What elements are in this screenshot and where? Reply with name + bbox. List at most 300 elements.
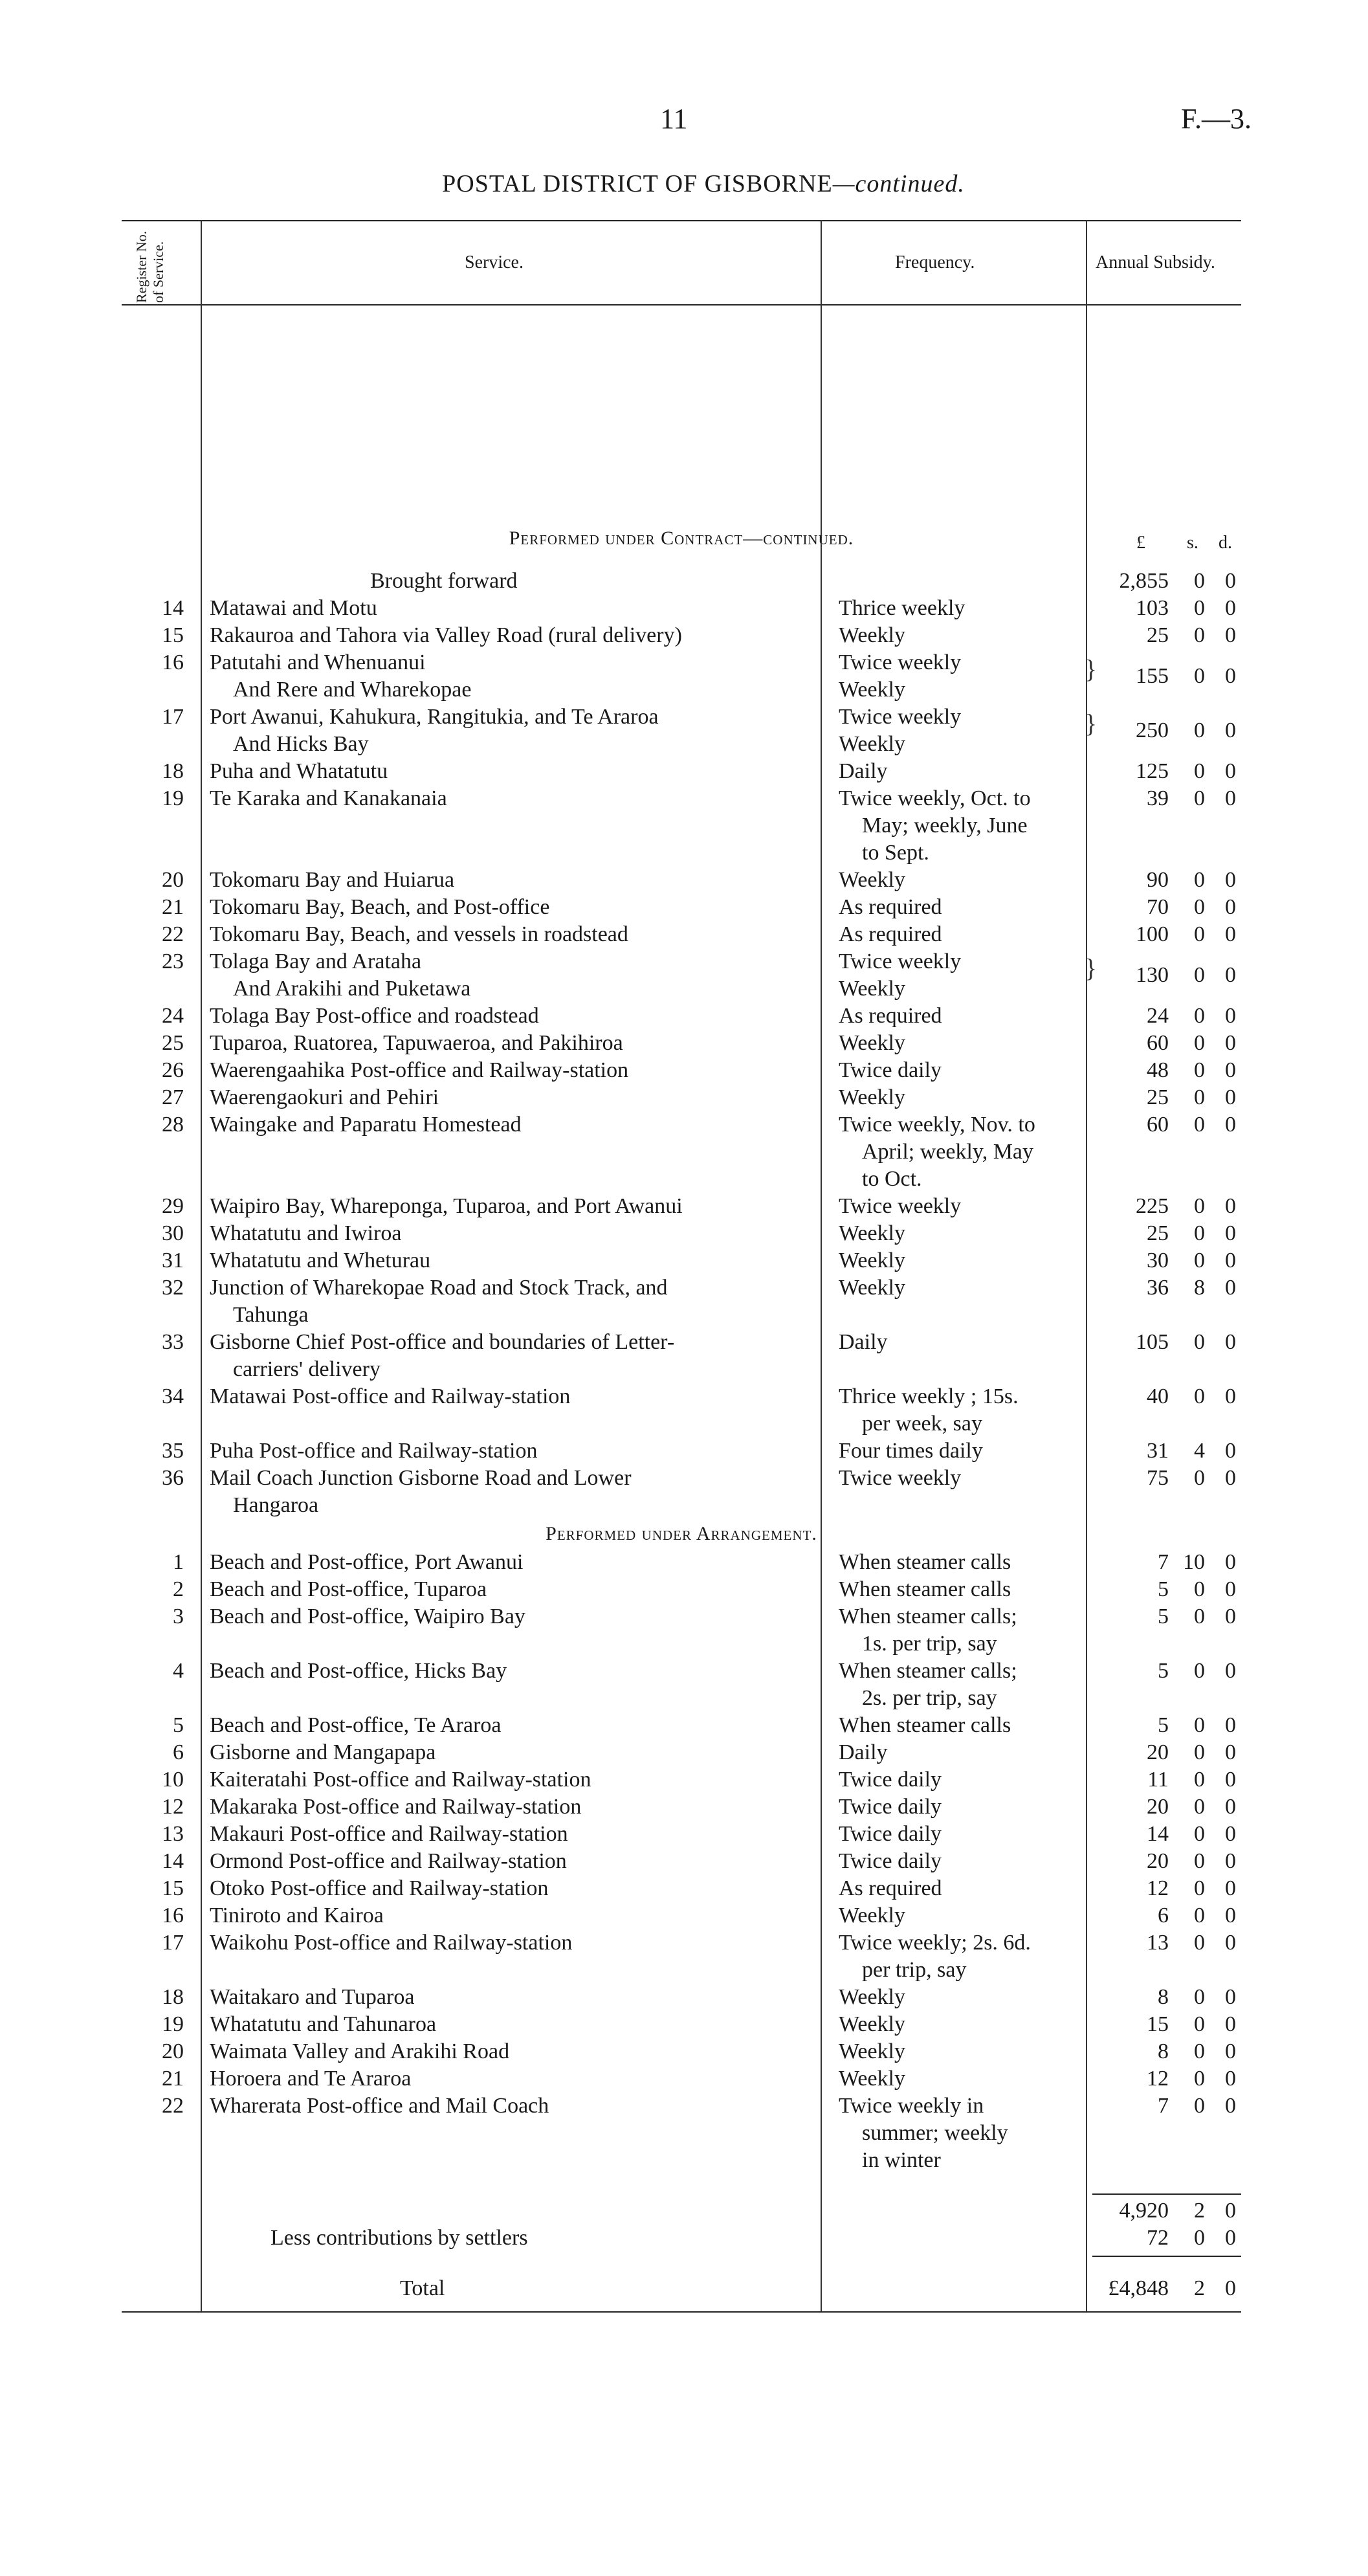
amount-pence: 0	[1225, 1085, 1236, 1109]
frequency	[839, 1875, 1085, 1902]
amount-pence: 0	[1225, 1713, 1236, 1737]
frequency-line: Weekly	[839, 1985, 905, 2009]
service-name	[210, 1984, 805, 2011]
amount-pence: 0	[1225, 895, 1236, 919]
service-line: Kaiteratahi Post-office and Railway-station	[210, 1768, 591, 1792]
column-rule	[1086, 220, 1087, 2311]
frequency-line: Daily	[839, 759, 888, 783]
amount-shillings: 0	[1194, 1740, 1205, 1764]
amount-pounds: 5	[1158, 1577, 1169, 1601]
service-line: Gisborne and Mangapapa	[210, 1740, 436, 1764]
amount-pounds: 5	[1158, 1659, 1169, 1683]
register-number: 29	[162, 1194, 184, 1218]
service-name	[210, 1739, 805, 1766]
frequency-line: to Sept.	[862, 841, 929, 865]
register-number: 34	[162, 1384, 184, 1408]
amount-pounds: 15	[1147, 2012, 1169, 2036]
register-number: 4	[173, 1659, 184, 1683]
amount-shillings: 4	[1194, 1439, 1205, 1463]
amount-shillings: 0	[1194, 1221, 1205, 1245]
frequency	[839, 1739, 1085, 1766]
service-line: Whatatutu and Tahunaroa	[210, 2012, 437, 2036]
amount-pounds: 103	[1136, 596, 1169, 620]
amount-shillings: 0	[1194, 1058, 1205, 1082]
amount-shillings: 0	[1194, 1985, 1205, 2009]
service-name	[210, 649, 805, 704]
service-line: Waerengaahika Post-office and Railway-station	[210, 1058, 629, 1082]
service-name	[210, 948, 805, 1003]
column-rule	[201, 220, 202, 2311]
service-name	[210, 2038, 805, 2065]
frequency	[839, 1848, 1085, 1875]
amount-pence: 0	[1225, 1604, 1236, 1628]
frequency	[839, 785, 1085, 867]
register-number: 22	[162, 2094, 184, 2118]
frequency-line: Twice daily	[839, 1058, 942, 1082]
frequency	[839, 1057, 1085, 1084]
frequency-line: May; weekly, June	[862, 814, 1028, 838]
frequency	[839, 1712, 1085, 1739]
amount-pounds: 70	[1147, 895, 1169, 919]
frequency	[839, 1030, 1085, 1057]
frequency	[839, 921, 1085, 948]
frequency-line: Weekly	[839, 868, 905, 892]
amount-pence: 0	[1225, 963, 1236, 987]
amount-shillings: 0	[1194, 1577, 1205, 1601]
frequency	[839, 1793, 1085, 1821]
amount-pence: 0	[1225, 718, 1236, 742]
frequency-line: As required	[839, 1004, 942, 1028]
service-name	[210, 1875, 805, 1902]
service-line: Matawai and Motu	[210, 596, 377, 620]
frequency-line: Twice daily	[839, 1822, 942, 1846]
frequency-line: Twice daily	[839, 1795, 942, 1819]
frequency	[839, 1549, 1085, 1576]
frequency-line: Twice weekly; 2s. 6d.	[839, 1931, 1031, 1955]
frequency-line: Weekly	[839, 678, 905, 702]
register-number: 33	[162, 1330, 184, 1354]
service-name	[210, 2011, 805, 2038]
service-name	[210, 867, 805, 894]
register-number: 17	[162, 705, 184, 729]
register-number: 24	[162, 1004, 184, 1028]
service-line: carriers' delivery	[233, 1357, 381, 1381]
subsidy-column-header: Annual Subsidy.	[1096, 252, 1215, 272]
frequency-line: Weekly	[839, 623, 905, 647]
amount-shillings: 0	[1194, 2067, 1205, 2091]
amount-shillings: 0	[1194, 922, 1205, 946]
amount-shillings: 0	[1194, 1795, 1205, 1819]
amount-pounds: 25	[1147, 1085, 1169, 1109]
register-number: 19	[162, 2012, 184, 2036]
register-number: 27	[162, 1085, 184, 1109]
amount-pence: 0	[1225, 1466, 1236, 1490]
service-line: And Rere and Wharekopae	[233, 678, 472, 702]
register-number: 12	[162, 1795, 184, 1819]
amount-shillings: 0	[1194, 759, 1205, 783]
frequency	[839, 2011, 1085, 2038]
frequency	[839, 1438, 1085, 1465]
service-line: Otoko Post-office and Railway-station	[210, 1876, 549, 1900]
amount-pounds: 7	[1158, 1550, 1169, 1574]
amount-pence: 0	[1225, 1659, 1236, 1683]
register-number: 32	[162, 1276, 184, 1300]
register-number: 36	[162, 1466, 184, 1490]
amount-pounds: 60	[1147, 1031, 1169, 1055]
amount-pounds: 130	[1136, 963, 1169, 987]
register-number: 18	[162, 759, 184, 783]
service-name	[210, 1848, 805, 1875]
service-line: Beach and Post-office, Tuparoa	[210, 1577, 487, 1601]
register-number: 21	[162, 2067, 184, 2091]
service-line: Tolaga Bay Post-office and roadstead	[210, 1004, 539, 1028]
frequency	[839, 1603, 1085, 1658]
service-line: Hangaroa	[233, 1493, 319, 1517]
frequency	[839, 1220, 1085, 1247]
amount-pounds: 48	[1147, 1058, 1169, 1082]
service-name	[210, 1576, 805, 1603]
service-line: Beach and Post-office, Port Awanui	[210, 1550, 524, 1574]
amount-pounds: 30	[1147, 1249, 1169, 1272]
service-line: Tahunga	[233, 1303, 309, 1327]
service-line: And Arakihi and Puketawa	[233, 977, 471, 1001]
amount-pence: 0	[1225, 1876, 1236, 1900]
frequency-line: Twice weekly, Oct. to	[839, 786, 1031, 810]
service-name	[210, 1902, 805, 1929]
amount-pounds: 125	[1136, 759, 1169, 783]
amount-shillings: 0	[1194, 1085, 1205, 1109]
service-line: Makaraka Post-office and Railway-station	[210, 1795, 582, 1819]
register-number: 2	[173, 1577, 184, 1601]
amount-shillings: 0	[1194, 623, 1205, 647]
amount-pounds: 36	[1147, 1276, 1169, 1300]
service-name	[210, 1030, 805, 1057]
frequency-line: Daily	[839, 1740, 888, 1764]
service-line: Te Karaka and Kanakanaia	[210, 786, 447, 810]
currency-pounds: £	[1136, 533, 1145, 553]
register-number: 26	[162, 1058, 184, 1082]
frequency	[839, 1111, 1085, 1193]
amount-shillings: 10	[1183, 1550, 1205, 1574]
amount-pounds: 24	[1147, 1004, 1169, 1028]
service-line: Waikohu Post-office and Railway-station	[210, 1931, 573, 1955]
frequency	[839, 1929, 1085, 1984]
amount-shillings: 0	[1194, 1876, 1205, 1900]
amount-pounds: 8	[1158, 1985, 1169, 2009]
frequency-line: When steamer calls;	[839, 1604, 1017, 1628]
service-name	[210, 1929, 805, 1957]
currency-pence: d.	[1219, 533, 1232, 553]
amount-pence: 0	[1225, 1904, 1236, 1927]
frequency	[839, 1576, 1085, 1603]
amount-pence: 0	[1225, 1004, 1236, 1028]
service-name	[210, 1465, 805, 1519]
amount-shillings: 0	[1194, 718, 1205, 742]
service-line: Whatatutu and Wheturau	[210, 1249, 431, 1272]
service-line: Gisborne Chief Post-office and boundaries of Letter-	[210, 1330, 675, 1354]
amount-pounds: 250	[1136, 718, 1169, 742]
frequency-line: Weekly	[839, 1276, 905, 1300]
register-number: 23	[162, 949, 184, 973]
amount-pence: 0	[1225, 2094, 1236, 2118]
frequency-line: Weekly	[839, 2012, 905, 2036]
amount-shillings: 0	[1194, 1330, 1205, 1354]
service-line: Tiniroto and Kairoa	[210, 1904, 384, 1927]
service-name	[210, 1766, 805, 1793]
amount-pounds: 75	[1147, 1466, 1169, 1490]
service-line: Port Awanui, Kahukura, Rangitukia, and Te Araroa	[210, 705, 659, 729]
register-number: 3	[173, 1604, 184, 1628]
service-name	[210, 1383, 805, 1410]
amount-pounds: 6	[1158, 1904, 1169, 1927]
service-line: Makauri Post-office and Railway-station	[210, 1822, 568, 1846]
amount-shillings: 0	[1194, 1904, 1205, 1927]
amount-pence: 0	[1225, 922, 1236, 946]
title-main: POSTAL DISTRICT OF GISBORNE	[442, 170, 833, 197]
register-number: 16	[162, 650, 184, 674]
amount-pence: 0	[1225, 1113, 1236, 1137]
register-number: 35	[162, 1439, 184, 1463]
amount-pounds: 12	[1147, 2067, 1169, 2091]
register-number: 16	[162, 1904, 184, 1927]
frequency-line: Twice weekly	[839, 1466, 962, 1490]
frequency-line: When steamer calls	[839, 1713, 1011, 1737]
service-name	[210, 2093, 805, 2120]
register-number: 17	[162, 1931, 184, 1955]
amount-pounds: 8	[1158, 2039, 1169, 2063]
service-line: Waitakaro and Tuparoa	[210, 1985, 415, 2009]
frequency	[839, 948, 1085, 1003]
title-suffix: —continued.	[832, 170, 965, 197]
frequency	[839, 867, 1085, 894]
register-number: 6	[173, 1740, 184, 1764]
register-number: 10	[162, 1768, 184, 1792]
frequency	[839, 758, 1085, 785]
amount-pounds: 105	[1136, 1330, 1169, 1354]
service-line: Wharerata Post-office and Mail Coach	[210, 2094, 549, 2118]
service-line: Beach and Post-office, Te Araroa	[210, 1713, 502, 1737]
frequency-line: Weekly	[839, 1085, 905, 1109]
amount-pounds: 11	[1147, 1768, 1169, 1792]
service-name	[210, 1793, 805, 1821]
service-line: Beach and Post-office, Hicks Bay	[210, 1659, 507, 1683]
service-name	[210, 1193, 805, 1220]
amount-shillings: 0	[1194, 1249, 1205, 1272]
amount-pounds: 7	[1158, 2094, 1169, 2118]
frequency-line: Weekly	[839, 2039, 905, 2063]
frequency	[839, 2093, 1085, 2174]
frequency	[839, 1193, 1085, 1220]
amount-shillings: 0	[1194, 1113, 1205, 1137]
amount-pounds: 155	[1136, 664, 1169, 688]
frequency	[839, 1821, 1085, 1848]
frequency	[839, 1766, 1085, 1793]
service-name	[210, 1603, 805, 1630]
amount-pounds: 39	[1147, 786, 1169, 810]
register-number: 20	[162, 868, 184, 892]
amount-pence: 0	[1225, 1795, 1236, 1819]
amount-pence: 0	[1225, 1550, 1236, 1574]
register-number: 1	[173, 1550, 184, 1574]
frequency	[839, 1902, 1085, 1929]
frequency	[839, 2065, 1085, 2093]
amount-pence: 0	[1225, 596, 1236, 620]
frequency-line: Weekly	[839, 2067, 905, 2091]
service-name	[210, 1220, 805, 1247]
amount-shillings: 0	[1194, 1931, 1205, 1955]
service-name	[210, 1438, 805, 1465]
amount-pounds: 13	[1147, 1931, 1169, 1955]
brought-forward-label: Brought forward	[370, 569, 518, 593]
register-number: 21	[162, 895, 184, 919]
register-number: 13	[162, 1822, 184, 1846]
service-name	[210, 1084, 805, 1111]
amount-pounds: 20	[1147, 1849, 1169, 1873]
service-name	[210, 1712, 805, 1739]
amount-shillings: 0	[1194, 786, 1205, 810]
frequency-line: summer; weekly	[862, 2121, 1008, 2145]
service-name	[210, 1329, 805, 1383]
service-name	[210, 1821, 805, 1848]
frequency-line: to Oct.	[862, 1167, 922, 1191]
amount-pence: 0	[1225, 1849, 1236, 1873]
amount-pence: 0	[1225, 2067, 1236, 2091]
frequency	[839, 2038, 1085, 2065]
register-number: 28	[162, 1113, 184, 1137]
service-name	[210, 1111, 805, 1138]
amount-shillings: 0	[1194, 2094, 1205, 2118]
amount-pence: 0	[1225, 1384, 1236, 1408]
amount-pence: 0	[1225, 786, 1236, 810]
frequency	[839, 595, 1085, 622]
service-name	[210, 921, 805, 948]
frequency	[839, 1084, 1085, 1111]
frequency-line: Twice daily	[839, 1849, 942, 1873]
amount-pounds: 25	[1147, 623, 1169, 647]
frequency-line: Four times daily	[839, 1439, 983, 1463]
page-title	[0, 170, 1368, 198]
total-rule	[1092, 2256, 1241, 2257]
amount-pence: 0	[1225, 1330, 1236, 1354]
brace-glyph: }	[1085, 654, 1098, 683]
service-name	[210, 1057, 805, 1084]
service-line: Rakauroa and Tahora via Valley Road (rural delivery)	[210, 623, 682, 647]
frequency-line: Thrice weekly ; 15s.	[839, 1384, 1019, 1408]
frequency-line: April; weekly, May	[862, 1140, 1034, 1164]
register-number: 19	[162, 786, 184, 810]
service-column-header: Service.	[465, 252, 524, 272]
amount-shillings: 8	[1194, 1276, 1205, 1300]
service-line: Tuparoa, Ruatorea, Tapuwaeroa, and Pakihiroa	[210, 1031, 623, 1055]
frequency-line: Weekly	[839, 977, 905, 1001]
amount-pence: 0	[1225, 1439, 1236, 1463]
section-contract: Performed under Contract—continued.	[509, 527, 854, 549]
amount-shillings: 0	[1194, 2039, 1205, 2063]
service-line: Waerengaokuri and Pehiri	[210, 1085, 439, 1109]
amount-pounds: 20	[1147, 1795, 1169, 1819]
register-number: 30	[162, 1221, 184, 1245]
frequency-line: Twice weekly	[839, 1194, 962, 1218]
amount-shillings: 0	[1194, 1713, 1205, 1737]
frequency-line: Twice weekly	[839, 705, 962, 729]
amount-shillings: 0	[1194, 596, 1205, 620]
amount-shillings: 0	[1194, 1822, 1205, 1846]
amount-pence: 0	[1225, 664, 1236, 688]
amount-pounds: 5	[1158, 1713, 1169, 1737]
service-name	[210, 1247, 805, 1274]
column-rule	[821, 220, 822, 2311]
frequency-line: per week, say	[862, 1412, 982, 1436]
amount-pounds: 31	[1147, 1439, 1169, 1463]
frequency	[839, 622, 1085, 649]
amount-pence: 0	[1225, 2012, 1236, 2036]
amount-shillings: 0	[1194, 664, 1205, 688]
service-line: Mail Coach Junction Gisborne Road and Lower	[210, 1466, 632, 1490]
frequency	[839, 1003, 1085, 1030]
frequency	[839, 1984, 1085, 2011]
amount-pence: 0	[1225, 1740, 1236, 1764]
service-name	[210, 758, 805, 785]
amount-shillings: 0	[1194, 1004, 1205, 1028]
frequency	[839, 1329, 1085, 1356]
frequency-line: When steamer calls;	[839, 1659, 1017, 1683]
frequency-line: Weekly	[839, 1031, 905, 1055]
frequency-line: Weekly	[839, 1249, 905, 1272]
frequency-line: Weekly	[839, 732, 905, 756]
service-line: Waimata Valley and Arakihi Road	[210, 2039, 510, 2063]
amount-pounds: 100	[1136, 922, 1169, 946]
frequency-line: Twice weekly	[839, 949, 962, 973]
service-line: Ormond Post-office and Railway-station	[210, 1849, 567, 1873]
frequency	[839, 1383, 1085, 1438]
service-name	[210, 704, 805, 758]
brace-glyph: }	[1085, 953, 1098, 983]
service-name	[210, 1549, 805, 1576]
frequency	[839, 894, 1085, 921]
service-line: And Hicks Bay	[233, 732, 369, 756]
frequency	[839, 649, 1085, 704]
header-top-rule	[122, 220, 1241, 221]
document-reference: F.—3.	[1181, 103, 1252, 135]
subsidy-table: Register No. of Service. Service. Frequency. Annual Subsidy. Performed under Contract—continued. £ s. d. Brought forward 2,855 0 0 14 Matawai and Motu Thrice weekly 103 0 0 15 Rakauroa and Tahora via Valley Road (rural delivery) Weekly 25 0 0 16 Patutahi and Whenuanui And Rere and Wharekopae Twice weekly Weekly 155 0 0 } 17 Port Awanui, Kahukura, Rangitukia, and Te Araroa And Hicks Bay Twice weekly Weekly 250 0 0 } 18 Puha and Whatatutu Daily 125 0 0 19 Te Karaka and Kanakanaia Twice weekly, Oct. to May; weekly, June to Sept. 39 0 0 20 Tokomaru Bay and Huiarua Weekly 90 0 0 21 Tokomaru Bay, Beach, and Post-office As required 70 0 0 22 Tokomaru Bay, Beach, and vessels in roadstead As required 100 0 0 23 Tolaga Bay and Arataha And Arakihi and Puketawa Twice weekly Weekly 130 0 0 } 24 Tolaga Bay Post-office and roadstead As required 24 0 0 25 Tuparoa, Ruatorea, Tapuwaeroa, and Pakihiroa Weekly 60 0 0 26 Waerengaahika Post-office and Railway-station Twice daily 48 0 0 27 Waerengaokuri and Pehiri Weekly 25 0 0 28 Waingake and Paparatu Homestead Twice weekly, Nov. to April; weekly, May to Oct. 60 0 0 29 Waipiro Bay, Whareponga, Tuparoa, and Port Awanui Twice weekly 225 0 0 30 Whatatutu and Iwiroa Weekly 25 0 0 31 Whatatutu and Wheturau Weekly 30 0 0 32 Junction of Wharekopae Road and Stock Track, and Tahunga Weekly 36 8 0 33 Gisborne Chief Post-office and boundaries of Letter- carriers' delivery Daily 105 0 0 34 Matawai Post-office and Railway-station Thrice weekly ; 15s. per week, say 40 0 0 35 Puha Post-office and Railway-station Four times daily 31 4 0 36 Mail Coach Junction Gisborne Road and Lower Hangaroa Twice weekly 75 0 0 Performed under Arrangement. 1 Beach and Post-office, Port Awanui When steamer calls 7 10 0 2 Beach and Post-office, Tuparoa When steamer calls 5 0 0 3 Beach and Post-office, Waipiro Bay When steamer calls; 1s. per trip, say 5 0 0 4 Beach and Post-office, Hicks Bay When steamer calls; 2s. per trip, say 5 0 0 5 Beach and Post-office, Te Araroa When steamer calls 5 0 0 6 Gisborne and Mangapapa Daily 20 0 0 10 Kaiteratahi Post-office and Railway-station Twice daily 11 0 0 12 Makaraka Post-office and Railway-station Twice daily 20 0 0 13 Makauri Post-office and Railway-station Twice daily 14 0 0 14 Ormond Post-office and Railway-station Twice daily 20 0 0 15 Otoko Post-office and Railway-station As required 12 0 0 16 Tiniroto and Kairoa Weekly 6 0 0 17 Waikohu Post-office and Railway-station Twice weekly; 2s. 6d. per trip, say 13 0 0 18 Waitakaro and Tuparoa Weekly 8 0 0 19 Whatatutu and Tahunaroa Weekly 15 0 0 20 Waimata Valley and Arakihi Road Weekly 8 0 0 21 Horoera and Te Araroa Weekly 12 0 0 22 Wharerata Post-office and Mail Coach Twice weekly in summer; weekly in winter 7 0 0 4,920 2 0 Less contributions by settlers 72 0 0 Total £4,848 2 0	[122, 214, 1241, 2576]
amount-shillings: 0	[1194, 1604, 1205, 1628]
amount-pence: 0	[1225, 2039, 1236, 2063]
frequency-line: Twice weekly	[839, 650, 962, 674]
frequency	[839, 1465, 1085, 1492]
service-line: Tolaga Bay and Arataha	[210, 949, 422, 973]
frequency-line: 1s. per trip, say	[862, 1632, 997, 1656]
service-name	[210, 894, 805, 921]
amount-pounds: 90	[1147, 868, 1169, 892]
amount-shillings: 0	[1194, 963, 1205, 987]
page-number: 11	[660, 103, 688, 135]
frequency	[839, 1658, 1085, 1712]
table-bottom-rule	[122, 2311, 1241, 2313]
frequency-line: When steamer calls	[839, 1577, 1011, 1601]
frequency-line: Twice weekly, Nov. to	[839, 1113, 1035, 1137]
amount-pence: 0	[1225, 1577, 1236, 1601]
amount-pence: 0	[1225, 1058, 1236, 1082]
brace-glyph: }	[1085, 709, 1098, 738]
register-number: 14	[162, 596, 184, 620]
frequency-line: When steamer calls	[839, 1550, 1011, 1574]
amount-shillings: 0	[1194, 1194, 1205, 1218]
amount-pounds: 40	[1147, 1384, 1169, 1408]
amount-pence: 0	[1225, 1822, 1236, 1846]
amount-pence: 0	[1225, 868, 1236, 892]
amount-pounds: 25	[1147, 1221, 1169, 1245]
service-line: Horoera and Te Araroa	[210, 2067, 412, 2091]
